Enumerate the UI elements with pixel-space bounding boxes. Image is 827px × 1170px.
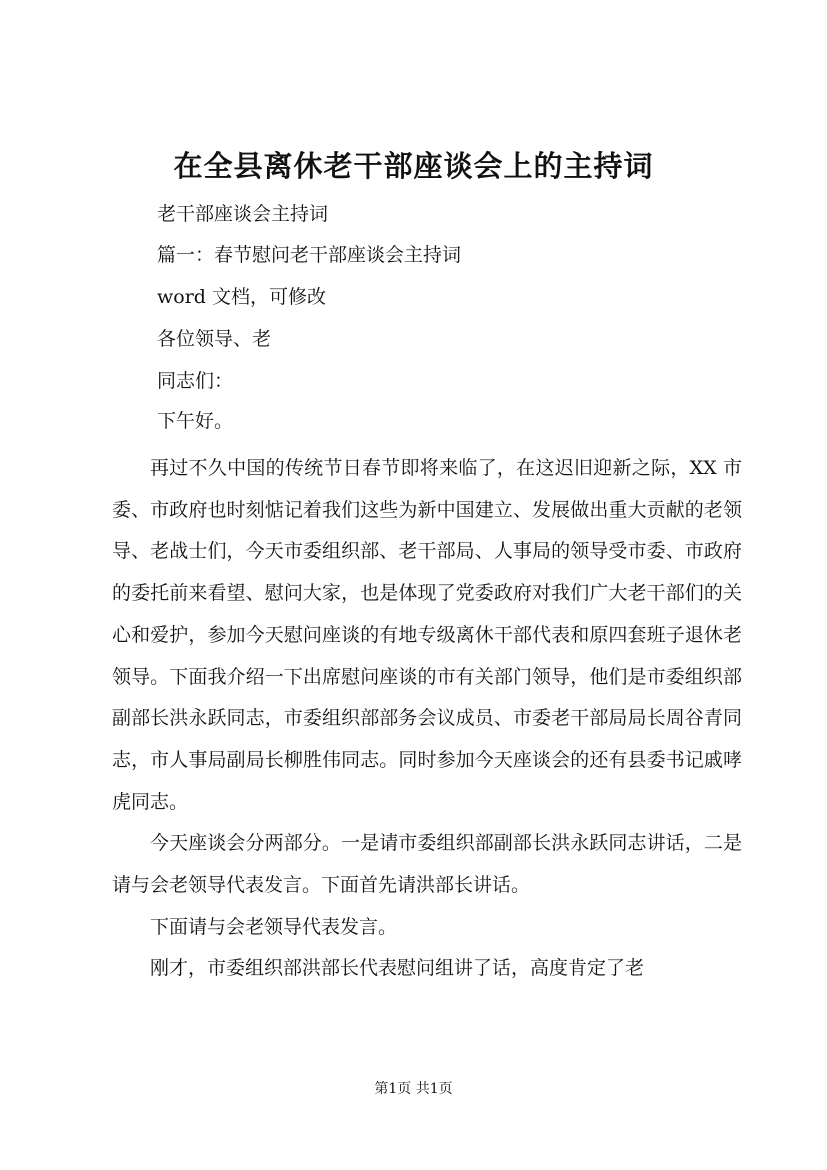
salutation-line-2: 同志们：	[157, 370, 234, 392]
section-heading: 篇一：春节慰问老干部座谈会主持词	[157, 244, 462, 266]
subtitle-line: 老干部座谈会主持词	[157, 203, 329, 225]
paragraph-agenda: 今天座谈会分两部分。一是请市委组织部副部长洪永跃同志讲话，二是请与会老领导代表发言。下面首先请洪部长讲话。	[112, 832, 742, 897]
paragraph-speakers: 下面请与会老领导代表发言。	[150, 915, 398, 938]
format-note: word 文档，可修改	[157, 286, 326, 308]
body-text	[112, 448, 742, 990]
paragraph-summary: 刚才，市委组织部洪部长代表慰问组讲了话，高度肯定了老	[150, 957, 645, 980]
paragraph-intro: 再过不久中国的传统节日春节即将来临了，在这迟旧迎新之际，XX 市委、市政府也时刻惦记着我们这些为新中国建立、发展做出重大贡献的老领导、老战士们，今天市委组织部、老干部局、人事局的领导受市委、市政府的委托前来看望、慰问大家，也是体现了党委政府对我们广大老干部们的关心和爱护，参加今天慰问座谈的有地专级离休干部代表和原四套班子退休老领导。下面我介绍一下出席慰问座谈的市有关部门领导，他们是市委组织部副部长洪永跃同志，市委组织部部务会议成员、市委老干部局局长周谷青同志，市人事局副局长柳胜伟同志。同时参加今天座谈会的还有县委书记戚哮虎同志。	[112, 457, 742, 813]
greeting-line: 下午好。	[157, 410, 234, 432]
document-title: 在全县离休老干部座谈会上的主持词	[173, 149, 654, 183]
page-footer: 第1页 共1页	[374, 1081, 453, 1097]
salutation-line-1: 各位领导、老	[157, 328, 272, 350]
